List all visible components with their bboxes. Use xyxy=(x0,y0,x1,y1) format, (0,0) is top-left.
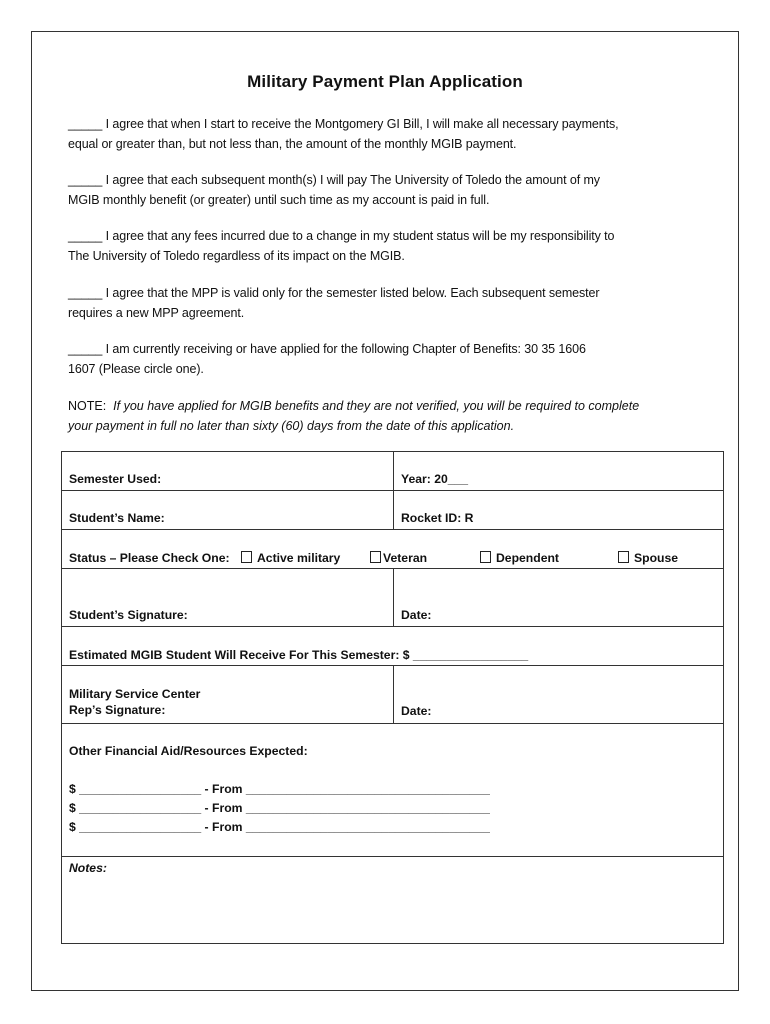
paragraph-text: MGIB monthly benefit (or greater) until such time as my account is paid in full. xyxy=(68,193,490,207)
paragraph-text: I agree that when I start to receive the Montgomery GI Bill, I will make all necessary payments, xyxy=(102,117,619,131)
estimated-mgib-row xyxy=(62,627,723,666)
rocket-id-label: Rocket ID: R xyxy=(401,511,474,525)
status-cell xyxy=(62,530,723,568)
rocket-id-cell[interactable] xyxy=(393,491,723,529)
other-aid-row xyxy=(62,724,723,857)
student-signature-cell[interactable] xyxy=(62,569,393,626)
student-name-label: Student’s Name: xyxy=(69,511,165,525)
other-aid-line-1[interactable]: $ __________________ - From ____________________________________ xyxy=(69,782,490,796)
agreement-paragraph-5 xyxy=(68,339,708,379)
note-text: your payment in full no later than sixty (60) days from the date of this application. xyxy=(68,419,515,433)
other-aid-line-3[interactable]: $ __________________ - From ____________________________________ xyxy=(69,820,490,834)
year-label: Year: 20___ xyxy=(401,472,469,486)
student-signature-label: Student’s Signature: xyxy=(69,608,188,622)
initial-blank[interactable]: _____ xyxy=(68,229,103,243)
note-text: If you have applied for MGIB benefits and they are not verified, you will be required to complete xyxy=(113,399,640,413)
rep-label-line1: Military Service Center xyxy=(69,687,201,701)
date-label: Date: xyxy=(401,608,432,622)
initial-blank[interactable]: _____ xyxy=(68,117,103,131)
initial-blank[interactable]: _____ xyxy=(68,286,103,300)
status-label: Status – Please Check One: xyxy=(69,551,230,565)
paragraph-text: The University of Toledo regardless of its impact on the MGIB. xyxy=(68,249,405,263)
estimated-mgib-label: Estimated MGIB Student Will Receive For This Semester: $ _________________ xyxy=(69,648,529,662)
rep-label-line2: Rep’s Signature: xyxy=(69,703,166,717)
paragraph-text: I am currently receiving or have applied for the following Chapter of Benefits: 30 35 1606 xyxy=(102,342,586,356)
checkbox-icon[interactable] xyxy=(241,551,252,563)
form-page xyxy=(31,31,739,991)
rep-date-cell[interactable] xyxy=(393,666,723,723)
year-cell[interactable] xyxy=(393,452,723,490)
paragraph-text: equal or greater than, but not less than, the amount of the monthly MGIB payment. xyxy=(68,137,517,151)
student-name-cell[interactable] xyxy=(62,491,393,529)
notes-row xyxy=(62,857,723,943)
date-label: Date: xyxy=(401,704,432,718)
student-name-row xyxy=(62,491,723,530)
page-title: Military Payment Plan Application xyxy=(247,72,523,91)
other-aid-cell xyxy=(62,724,723,856)
estimated-mgib-cell[interactable] xyxy=(62,627,723,665)
notes-label: Notes: xyxy=(69,861,107,875)
application-form-table xyxy=(61,451,724,944)
paragraph-text: 1607 (Please circle one). xyxy=(68,362,204,376)
signature-date-cell[interactable] xyxy=(393,569,723,626)
initial-blank[interactable]: _____ xyxy=(68,173,103,187)
agreement-paragraph-2 xyxy=(68,170,708,210)
status-row xyxy=(62,530,723,569)
semester-label: Semester Used: xyxy=(69,472,162,486)
other-aid-line-2[interactable]: $ __________________ - From ____________________________________ xyxy=(69,801,490,815)
paragraph-text: I agree that the MPP is valid only for the semester listed below. Each subsequent semester xyxy=(102,286,600,300)
other-aid-label: Other Financial Aid/Resources Expected: xyxy=(69,744,308,758)
status-option-veteran[interactable]: Veteran xyxy=(370,551,427,565)
status-option-spouse[interactable]: Spouse xyxy=(618,551,678,565)
semester-row xyxy=(62,452,723,491)
checkbox-icon[interactable] xyxy=(618,551,629,563)
agreement-paragraph-1 xyxy=(68,114,708,154)
status-option-dependent[interactable]: Dependent xyxy=(480,551,559,565)
agreement-paragraph-3 xyxy=(68,226,708,266)
notes-cell[interactable] xyxy=(62,857,723,943)
checkbox-icon[interactable] xyxy=(370,551,381,563)
rep-signature-row xyxy=(62,666,723,724)
note-label: NOTE: xyxy=(68,399,107,413)
semester-cell[interactable] xyxy=(62,452,393,490)
status-option-active-military[interactable]: Active military xyxy=(241,551,340,565)
student-signature-row xyxy=(62,569,723,627)
paragraph-text: I agree that any fees incurred due to a change in my student status will be my responsibility to xyxy=(102,229,615,243)
paragraph-text: requires a new MPP agreement. xyxy=(68,306,245,320)
checkbox-icon[interactable] xyxy=(480,551,491,563)
rep-signature-cell[interactable] xyxy=(62,666,393,723)
note-paragraph xyxy=(68,396,718,436)
paragraph-text: I agree that each subsequent month(s) I will pay The University of Toledo the amount of my xyxy=(102,173,600,187)
initial-blank[interactable]: _____ xyxy=(68,342,103,356)
agreement-paragraph-4 xyxy=(68,283,708,323)
